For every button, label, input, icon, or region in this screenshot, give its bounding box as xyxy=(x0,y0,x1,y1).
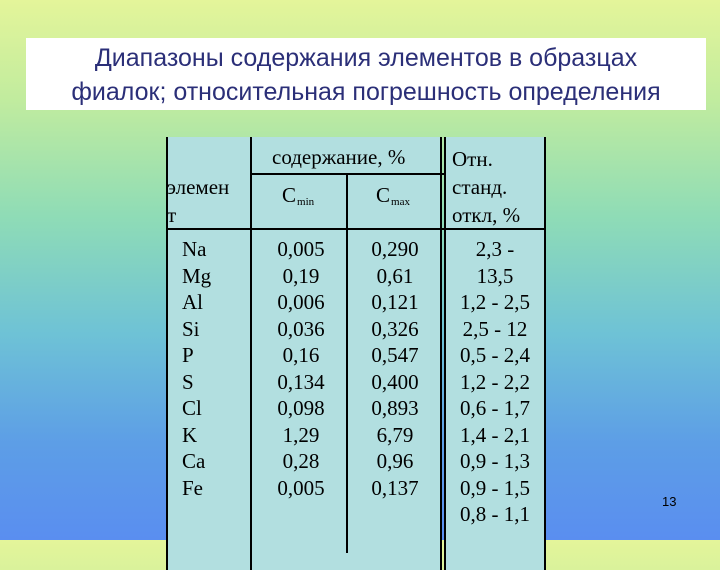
element-cell: P xyxy=(182,343,194,367)
rsd-cell: 0,6 - 1,7 xyxy=(460,396,530,420)
cmin-cell: 0,28 xyxy=(282,449,320,473)
slide-title xyxy=(26,38,706,110)
cmax-cell: 0,400 xyxy=(371,369,419,394)
cmin-cell: 0,134 xyxy=(277,369,325,394)
rsd-cell: 0,5 - 2,4 xyxy=(460,343,530,367)
element-cell: Na xyxy=(182,237,207,261)
cmax-header xyxy=(376,182,410,212)
rsd-list xyxy=(444,236,546,528)
element-header-line-2: т xyxy=(167,203,177,227)
cmax-cell: 6,79 xyxy=(376,422,414,447)
cmax-cell: 0,61 xyxy=(376,263,414,288)
cmin-cell: 0,098 xyxy=(277,396,325,420)
rsd-cell: 1,2 - 2,2 xyxy=(460,369,530,394)
cmax-header-sub: max xyxy=(391,196,410,208)
rsd-cell: 2,5 - 12 xyxy=(462,316,528,341)
cmin-header xyxy=(282,182,314,212)
cmin-header-sub: min xyxy=(297,196,315,208)
cmax-cell: 0,137 xyxy=(371,475,419,500)
element-cell: S xyxy=(182,369,194,394)
cmax-cell: 0,547 xyxy=(371,343,419,367)
rsd-cell: 1,4 - 2,1 xyxy=(460,422,530,447)
element-cell: Cl xyxy=(182,396,202,420)
cmin-cell: 0,005 xyxy=(277,237,325,261)
element-cell: Fe xyxy=(182,475,203,500)
cmin-cell: 0,005 xyxy=(277,475,325,500)
rsd-cell: 13,5 xyxy=(476,263,514,288)
content-header-divider xyxy=(252,173,444,175)
element-cell: Si xyxy=(182,316,200,341)
page-number: 13 xyxy=(662,494,677,509)
cmin-cell: 1,29 xyxy=(282,422,320,447)
rsd-cell: 0,8 - 1,1 xyxy=(460,502,530,526)
cmax-cell: 0,290 xyxy=(371,237,419,261)
cmax-cell: 0,96 xyxy=(376,449,414,473)
rsd-cell: 2,3 - xyxy=(475,237,515,261)
cmin-header-base: C xyxy=(282,183,297,207)
cmin-cell: 0,19 xyxy=(282,263,320,288)
rsd-header-line-3: откл, % xyxy=(452,203,521,227)
rsd-cell: 0,9 - 1,5 xyxy=(460,475,530,500)
element-cell: Ca xyxy=(182,449,206,473)
rsd-cell: 0,9 - 1,3 xyxy=(460,449,530,473)
cmax-cell: 0,893 xyxy=(371,396,419,420)
cmin-cell: 0,006 xyxy=(277,290,325,314)
cmax-list xyxy=(348,236,442,501)
slide-title-line-2: фиалок; относительная погрешность определения xyxy=(71,78,661,106)
cmax-cell: 0,121 xyxy=(371,290,419,314)
element-cell: Mg xyxy=(182,263,212,288)
element-list xyxy=(182,236,211,501)
cmax-header-base: C xyxy=(376,183,391,207)
slide-title-line-1: Диапазоны содержания элементов в образцах xyxy=(94,44,638,72)
cmax-cell: 0,326 xyxy=(371,316,419,341)
cmin-cell: 0,16 xyxy=(282,343,320,367)
cmin-list xyxy=(254,236,348,501)
element-cell: Al xyxy=(182,290,203,314)
rsd-header-line-2: станд. xyxy=(452,175,508,199)
element-cell: K xyxy=(182,422,198,447)
content-header: содержание, % xyxy=(272,145,406,169)
header-bottom-border xyxy=(166,228,546,230)
cmin-cell: 0,036 xyxy=(277,316,325,341)
rsd-header-line-1: Отн. xyxy=(452,147,493,171)
rsd-cell: 1,2 - 2,5 xyxy=(460,290,530,314)
element-header-line-1: элемен xyxy=(167,175,230,199)
